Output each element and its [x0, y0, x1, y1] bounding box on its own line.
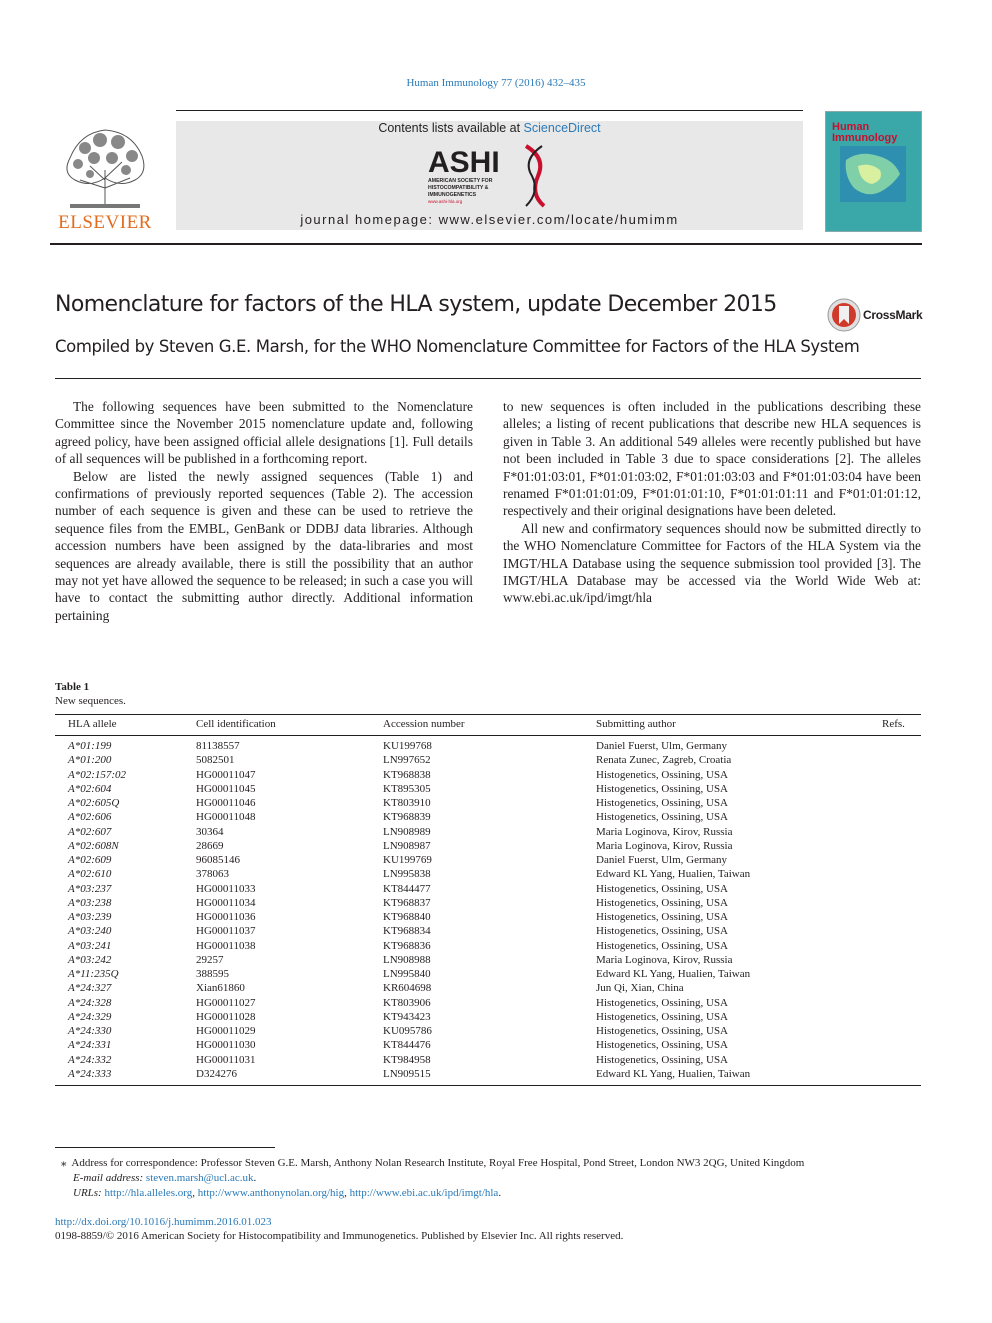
table-header-allele: HLA allele: [68, 718, 117, 730]
accession-cell[interactable]: LN909515: [383, 1067, 431, 1080]
accession-cell[interactable]: KT803906: [383, 996, 431, 1009]
author-cell: Histogenetics, Ossining, USA: [596, 939, 728, 952]
table-row: [55, 768, 921, 782]
table-row: [55, 981, 921, 995]
cell-id-cell: HG00011028: [196, 1010, 256, 1023]
accession-cell[interactable]: KT984958: [383, 1053, 431, 1066]
cell-id-cell: Xian61860: [196, 982, 245, 995]
cell-id-cell: 81138557: [196, 740, 240, 752]
cell-id-cell: 30364: [196, 825, 224, 838]
table-header-author: Submitting author: [596, 718, 676, 730]
cell-id-cell: HG00011031: [196, 1053, 256, 1066]
author-cell: Histogenetics, Ossining, USA: [596, 996, 728, 1009]
table-row: [55, 810, 921, 824]
table-row: [55, 1067, 921, 1081]
table-rule-mid: [55, 735, 921, 736]
accession-cell[interactable]: KT943423: [383, 1010, 431, 1023]
hla-allele-cell: A*03:238: [68, 896, 112, 909]
journal-banner: [176, 121, 803, 230]
hla-allele-cell: A*03:240: [68, 925, 112, 938]
hla-allele-cell: A*01:199: [68, 740, 112, 752]
cell-id-cell: D324276: [196, 1067, 237, 1080]
hla-allele-cell: A*02:608N: [68, 839, 119, 852]
accession-cell[interactable]: KT844476: [383, 1039, 431, 1052]
author-cell: Histogenetics, Ossining, USA: [596, 925, 728, 938]
author-cell: Histogenetics, Ossining, USA: [596, 782, 728, 795]
table-row: [55, 1010, 921, 1024]
author-cell: Edward KL Yang, Hualien, Taiwan: [596, 868, 751, 881]
table-rule-top: [55, 714, 921, 715]
hla-allele-cell: A*24:328: [68, 996, 112, 1009]
hla-allele-cell: A*24:330: [68, 1025, 112, 1037]
paragraph-4: All new and confirmatory sequences should now be submitted directly to the WHO Nomenclature Committee for Factors of the HLA System via the IMGT/HLA Database using the sequence submission tool provided [3]. The IMGT/HLA Database may be accessed via the World Wide Web at: www.ebi.ac.uk/ipd/imgt/hla: [503, 520, 921, 606]
table-row: [55, 853, 921, 867]
article-authors: Compiled by Steven G.E. Marsh, for the WHO Nomenclature Committee for Factors of the HLA System: [55, 337, 860, 356]
accession-cell[interactable]: KT844477: [383, 882, 431, 895]
cell-id-cell: HG00011046: [196, 797, 256, 809]
table-row: [55, 910, 921, 924]
accession-cell[interactable]: KU199769: [383, 854, 432, 866]
hla-allele-cell: A*24:332: [68, 1053, 112, 1066]
table-row: [55, 1038, 921, 1052]
cell-id-cell: 378063: [196, 868, 229, 881]
cell-id-cell: 5082501: [196, 754, 235, 767]
table-body: [55, 739, 921, 1081]
hla-allele-cell: A*02:609: [68, 854, 112, 866]
table-row: [55, 953, 921, 967]
author-cell: Maria Loginova, Kirov, Russia: [596, 953, 733, 966]
cover-title: Human Immunology: [832, 121, 898, 144]
hla-allele-cell: A*11:235Q: [68, 968, 119, 980]
table-row: [55, 882, 921, 896]
accession-cell[interactable]: LN997652: [383, 754, 431, 767]
cell-id-cell: HG00011036: [196, 911, 256, 923]
table-row: [55, 825, 921, 839]
footnote-email: E-mail address: steven.marsh@ucl.ac.uk.: [73, 1172, 257, 1184]
table-row: [55, 967, 921, 981]
hla-allele-cell: A*03:242: [68, 953, 112, 966]
cell-id-cell: HG00011048: [196, 811, 256, 824]
accession-cell[interactable]: LN908988: [383, 953, 431, 966]
author-cell: Histogenetics, Ossining, USA: [596, 1025, 728, 1037]
author-cell: Histogenetics, Ossining, USA: [596, 1039, 728, 1052]
author-cell: Edward KL Yang, Hualien, Taiwan: [596, 968, 751, 980]
header-bottom-rule: [50, 243, 922, 245]
table-row: [55, 939, 921, 953]
crossmark-label[interactable]: CrossMark: [863, 308, 923, 322]
journal-homepage[interactable]: journal homepage: www.elsevier.com/locate/humimm: [300, 212, 679, 227]
url-link-1[interactable]: http://hla.alleles.org: [104, 1187, 193, 1199]
table-row: [55, 896, 921, 910]
table-row: [55, 1053, 921, 1067]
header-rule: [176, 110, 803, 111]
hla-allele-cell: A*03:241: [68, 939, 112, 952]
hla-allele-cell: A*24:329: [68, 1010, 112, 1023]
hla-allele-cell: A*02:610: [68, 868, 112, 881]
table-header-cell: Cell identification: [196, 718, 276, 730]
table-row: [55, 996, 921, 1010]
table-caption: New sequences.: [55, 695, 126, 707]
author-cell: Histogenetics, Ossining, USA: [596, 882, 728, 895]
author-cell: Histogenetics, Ossining, USA: [596, 811, 728, 824]
author-cell: Histogenetics, Ossining, USA: [596, 1010, 728, 1023]
hla-allele-cell: A*02:605Q: [68, 797, 120, 809]
footnote-rule: [55, 1147, 275, 1148]
author-cell: Jun Qi, Xian, China: [596, 982, 684, 995]
hla-allele-cell: A*24:331: [68, 1039, 112, 1052]
accession-cell[interactable]: LN908987: [383, 839, 431, 852]
author-cell: Histogenetics, Ossining, USA: [596, 768, 728, 781]
footnotes: [55, 1156, 921, 1201]
accession-cell[interactable]: KU095786: [383, 1025, 432, 1037]
hla-allele-cell: A*02:607: [68, 825, 112, 838]
accession-cell[interactable]: KT968837: [383, 896, 431, 909]
author-cell: Histogenetics, Ossining, USA: [596, 911, 728, 923]
footnote-address: ⁎ Address for correspondence: Professor Steven G.E. Marsh, Anthony Nolan Research Institute, Royal Free Hospital, Pond Street, London NW3 2QG, United Kingdom: [61, 1157, 805, 1169]
accession-cell[interactable]: KT803910: [383, 797, 431, 809]
ashi-logo: [426, 138, 556, 210]
author-cell: Histogenetics, Ossining, USA: [596, 1053, 728, 1066]
cell-id-cell: HG00011045: [196, 782, 256, 795]
cell-id-cell: HG00011029: [196, 1025, 256, 1037]
footnote-urls: URLs: http://hla.alleles.org, http://www.anthonynolan.org/hig, http://www.ebi.ac.uk/ipd/imgt/hla.: [73, 1187, 502, 1199]
hla-allele-cell: A*02:606: [68, 811, 112, 824]
url-link-2[interactable]: http://www.anthonynolan.org/hig: [197, 1187, 345, 1199]
hla-allele-cell: A*01:200: [68, 754, 112, 767]
journal-cover[interactable]: [825, 111, 922, 232]
table-row: [55, 782, 921, 796]
cell-id-cell: HG00011038: [196, 939, 256, 952]
body-column-left: [55, 398, 473, 624]
hla-allele-cell: A*02:157:02: [68, 768, 127, 781]
accession-cell[interactable]: KT895305: [383, 782, 431, 795]
author-cell: Daniel Fuerst, Ulm, Germany: [596, 740, 728, 752]
table-row: [55, 753, 921, 767]
accession-cell[interactable]: KU199768: [383, 740, 432, 752]
cell-id-cell: HG00011030: [196, 1039, 256, 1052]
body-column-right: [503, 398, 921, 607]
paragraph-2: Below are listed the newly assigned sequences (Table 1) and confirmations of previously reported sequences (Table 2). The accession number of each sequence is given and these can be used to retrieve the sequence files from the EMBL, GenBank or DDBJ data libraries. Although accession numbers have been assigned by the data-libraries and most sequences are already available, there is still the possibility that an author may not yet have allowed the sequence to be released; in such a case you will have to contact the submitting author directly. Additional information pertaining: [55, 468, 473, 623]
accession-cell[interactable]: KT968836: [383, 939, 431, 952]
cell-id-cell: 96085146: [196, 854, 240, 866]
paragraph-1: The following sequences have been submitted to the Nomenclature Committee since the November 2015 nomenclature update and, following agreed policy, have been assigned official allele designations [1]. Full details of all sequences will be published in a forthcoming report.: [55, 399, 473, 467]
author-cell: Maria Loginova, Kirov, Russia: [596, 825, 733, 838]
journal-reference[interactable]: Human Immunology 77 (2016) 432–435: [406, 77, 586, 89]
cell-id-cell: HG00011037: [196, 925, 256, 938]
svg-text:HISTOCOMPATIBILITY &: HISTOCOMPATIBILITY &: [428, 185, 489, 191]
sciencedirect-link[interactable]: ScienceDirect: [523, 121, 601, 135]
author-cell: Renata Zunec, Zagreb, Croatia: [596, 754, 732, 767]
accession-cell[interactable]: KT968839: [383, 811, 431, 824]
doi-link[interactable]: http://dx.doi.org/10.1016/j.humimm.2016.01.023: [55, 1216, 272, 1228]
cell-id-cell: 28669: [196, 839, 224, 852]
table-row: [55, 739, 921, 753]
elsevier-wordmark: ELSEVIER: [58, 212, 152, 233]
cell-id-cell: HG00011047: [196, 768, 256, 781]
hla-allele-cell: A*03:239: [68, 911, 112, 923]
author-cell: Maria Loginova, Kirov, Russia: [596, 839, 733, 852]
table-rule-bottom: [55, 1085, 921, 1086]
cell-id-cell: HG00011027: [196, 996, 256, 1009]
accession-cell[interactable]: KT968838: [383, 768, 431, 781]
email-link[interactable]: steven.marsh@ucl.ac.uk: [145, 1172, 254, 1184]
hla-allele-cell: A*03:237: [68, 882, 112, 895]
table-header-accession: Accession number: [383, 718, 465, 730]
copyright: 0198-8859/© 2016 American Society for Histocompatibility and Immunogenetics. Published by Elsevier Inc. All rights reserved.: [55, 1230, 624, 1242]
author-cell: Daniel Fuerst, Ulm, Germany: [596, 854, 728, 866]
contents-line: Contents lists available at ScienceDirect: [378, 121, 601, 135]
hla-allele-cell: A*02:604: [68, 782, 112, 795]
accession-cell[interactable]: KT968834: [383, 925, 431, 938]
cell-id-cell: HG00011034: [196, 896, 256, 909]
cell-id-cell: HG00011033: [196, 882, 256, 895]
cell-id-cell: 29257: [196, 953, 224, 966]
hla-allele-cell: A*24:327: [68, 982, 112, 995]
author-cell: Edward KL Yang, Hualien, Taiwan: [596, 1067, 751, 1080]
hla-allele-cell: A*24:333: [68, 1067, 112, 1080]
ashi-logo-text: ASHI: [428, 146, 500, 179]
url-link-3[interactable]: http://www.ebi.ac.uk/ipd/imgt/hla: [349, 1187, 499, 1199]
author-cell: Histogenetics, Ossining, USA: [596, 896, 728, 909]
table-row: [55, 867, 921, 881]
paragraph-3: to new sequences is often included in the publications describing these alleles; a listing of recent publications that describe new HLA sequences is given in Table 3. An additional 549 alleles were recently published but have not been included in Table 3 due to space considerations [2]. The alleles F*01:01:03:01, F*01:01:03:02, F*01:01:03:03 and F*01:01:03:04 have been renamed F*01:01:01:09, F*01:01:01:10, F*01:01:01:11 and F*01:01:01:12, respectively and their original designations have been deleted.: [503, 399, 921, 519]
article-title: Nomenclature for factors of the HLA system, update December 2015: [55, 292, 777, 317]
table-row: [55, 839, 921, 853]
table-header-refs: Refs.: [882, 718, 905, 730]
accession-cell[interactable]: LN908989: [383, 825, 431, 838]
table-label: Table 1: [55, 681, 90, 693]
cover-map-image: [840, 146, 906, 202]
cell-id-cell: 388595: [196, 968, 229, 980]
author-cell: Histogenetics, Ossining, USA: [596, 797, 728, 809]
title-rule: [55, 378, 921, 379]
accession-cell[interactable]: LN995840: [383, 968, 431, 980]
accession-cell[interactable]: LN995838: [383, 868, 431, 881]
accession-cell[interactable]: KT968840: [383, 911, 431, 923]
table-row: [55, 1024, 921, 1038]
accession-cell[interactable]: KR604698: [383, 982, 432, 995]
svg-text:AMERICAN SOCIETY FOR: AMERICAN SOCIETY FOR: [428, 178, 493, 184]
table-row: [55, 796, 921, 810]
svg-text:IMMUNOGENETICS: IMMUNOGENETICS: [428, 192, 477, 198]
ashi-url: www.ashi-hla.org: [428, 199, 463, 204]
table-row: [55, 924, 921, 938]
